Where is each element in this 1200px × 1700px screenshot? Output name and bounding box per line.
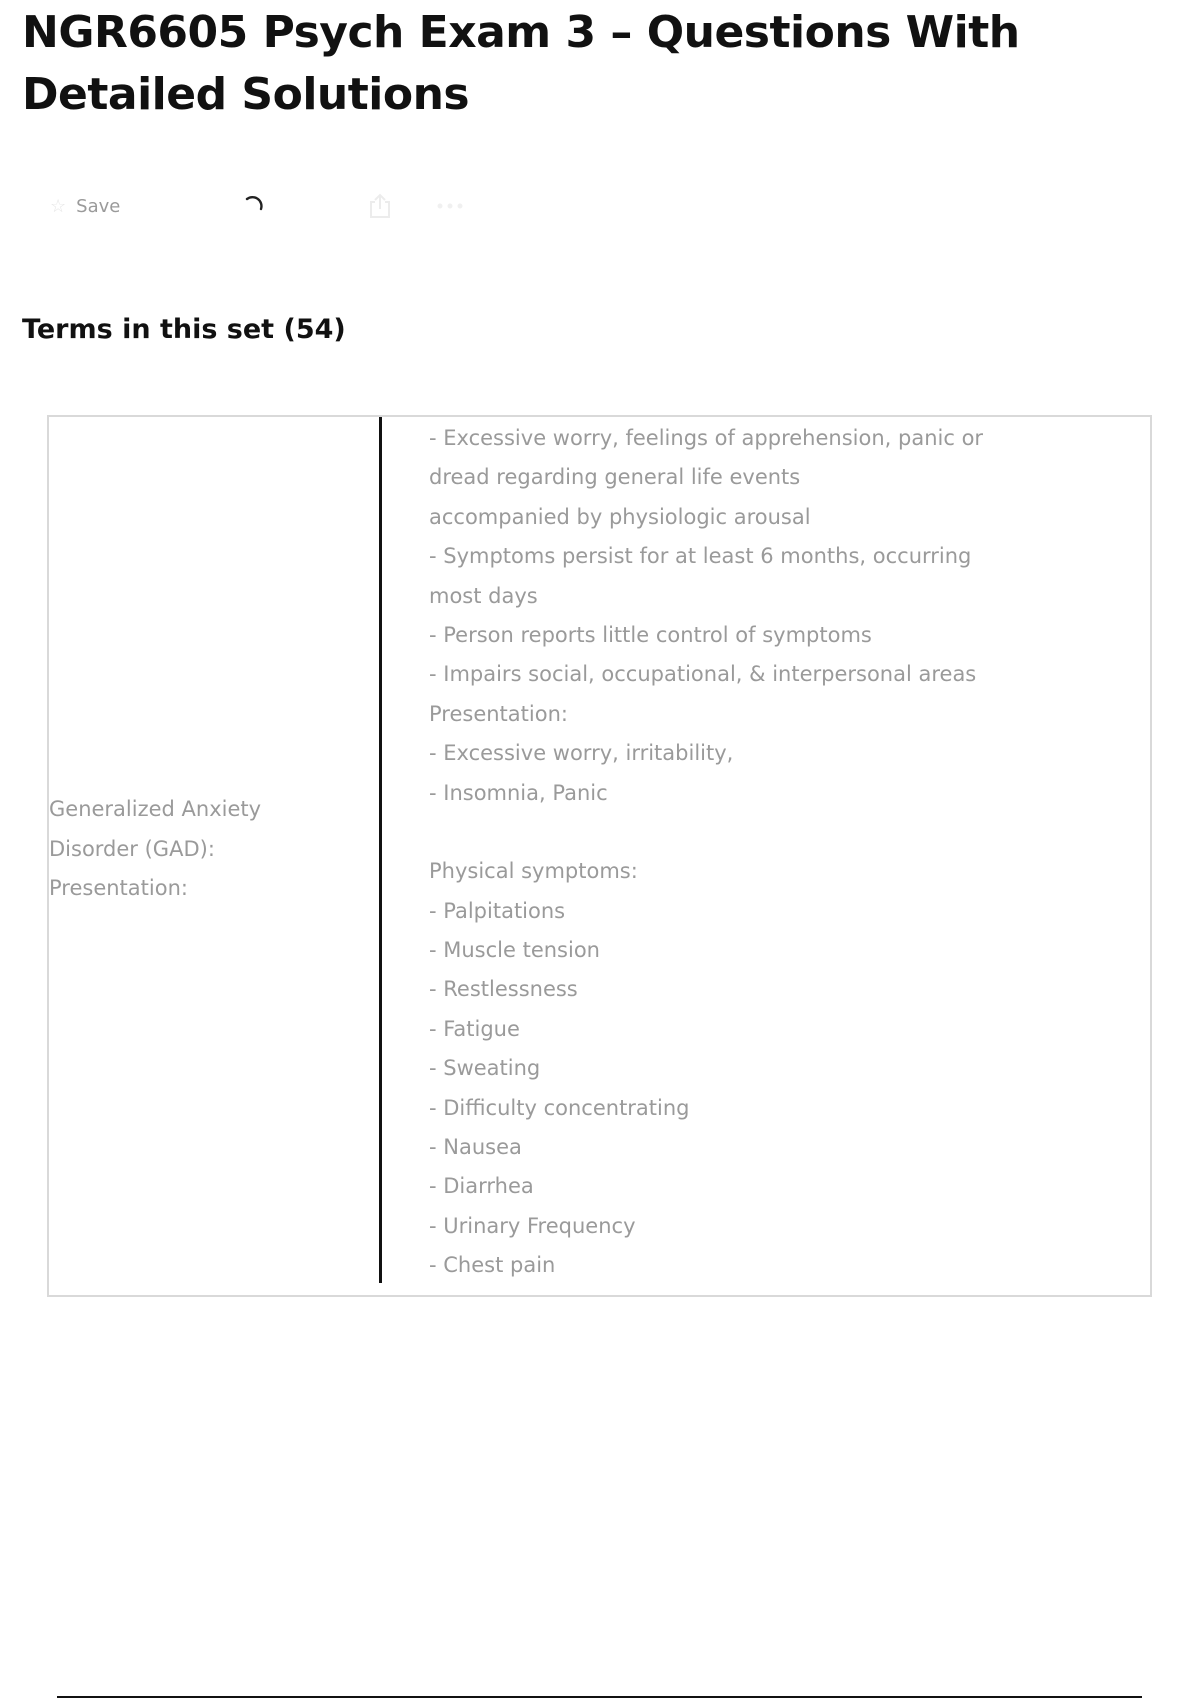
definition-line: - Urinary Frequency (429, 1213, 636, 1238)
definition-line: - Excessive worry, irritability, (429, 741, 734, 766)
definition-line: accompanied by physiologic arousal (429, 504, 811, 529)
definition-line: - Person reports little control of symptoms (429, 622, 872, 647)
share-icon (367, 192, 393, 220)
terms-heading: Terms in this set (54) (22, 314, 346, 345)
term-card[interactable] (47, 415, 1152, 1297)
definition-line: - Palpitations (429, 898, 566, 923)
footer-rule (57, 1696, 1142, 1698)
term-line: Disorder (GAD): (49, 836, 215, 861)
definition-line: - Chest pain (429, 1253, 556, 1278)
definition-line: Presentation: (429, 701, 568, 726)
definition-line: - Restlessness (429, 977, 578, 1002)
save-button[interactable] (50, 186, 120, 226)
definition-line (429, 813, 1129, 852)
more-options-button[interactable] (430, 186, 470, 226)
loading-button[interactable] (235, 186, 275, 226)
term-line: Generalized Anxiety (49, 797, 262, 821)
definition-line: dread regarding general life events (429, 465, 801, 490)
definition-line: - Sweating (429, 1056, 541, 1081)
definition-line: - Impairs social, occupational, & interpersonal areas (429, 662, 977, 687)
page-title: NGR6605 Psych Exam 3 – Questions With Detailed Solutions (22, 7, 1020, 120)
card-divider (379, 417, 382, 1283)
save-label: Save (76, 195, 121, 217)
definition-line: Physical symptoms: (429, 859, 638, 884)
definition-text (429, 419, 1129, 1286)
term-line: Presentation: (49, 876, 188, 900)
definition-line: - Muscle tension (429, 938, 600, 963)
spinner-icon (242, 193, 268, 219)
definition-line: - Fatigue (429, 1016, 520, 1041)
definition-line: - Symptoms persist for at least 6 months, occurring (429, 544, 972, 569)
more-icon (435, 201, 465, 211)
term-text (49, 790, 349, 909)
definition-line: most days (429, 583, 538, 608)
definition-line: - Insomnia, Panic (429, 780, 608, 805)
definition-line: - Excessive worry, feelings of apprehension, panic or (429, 426, 984, 450)
toolbar (50, 186, 530, 226)
definition-line: - Difficulty concentrating (429, 1095, 690, 1120)
definition-line: - Diarrhea (429, 1174, 534, 1199)
share-button[interactable] (360, 186, 400, 226)
definition-line: - Nausea (429, 1135, 522, 1160)
star-icon: ☆ (50, 196, 67, 216)
